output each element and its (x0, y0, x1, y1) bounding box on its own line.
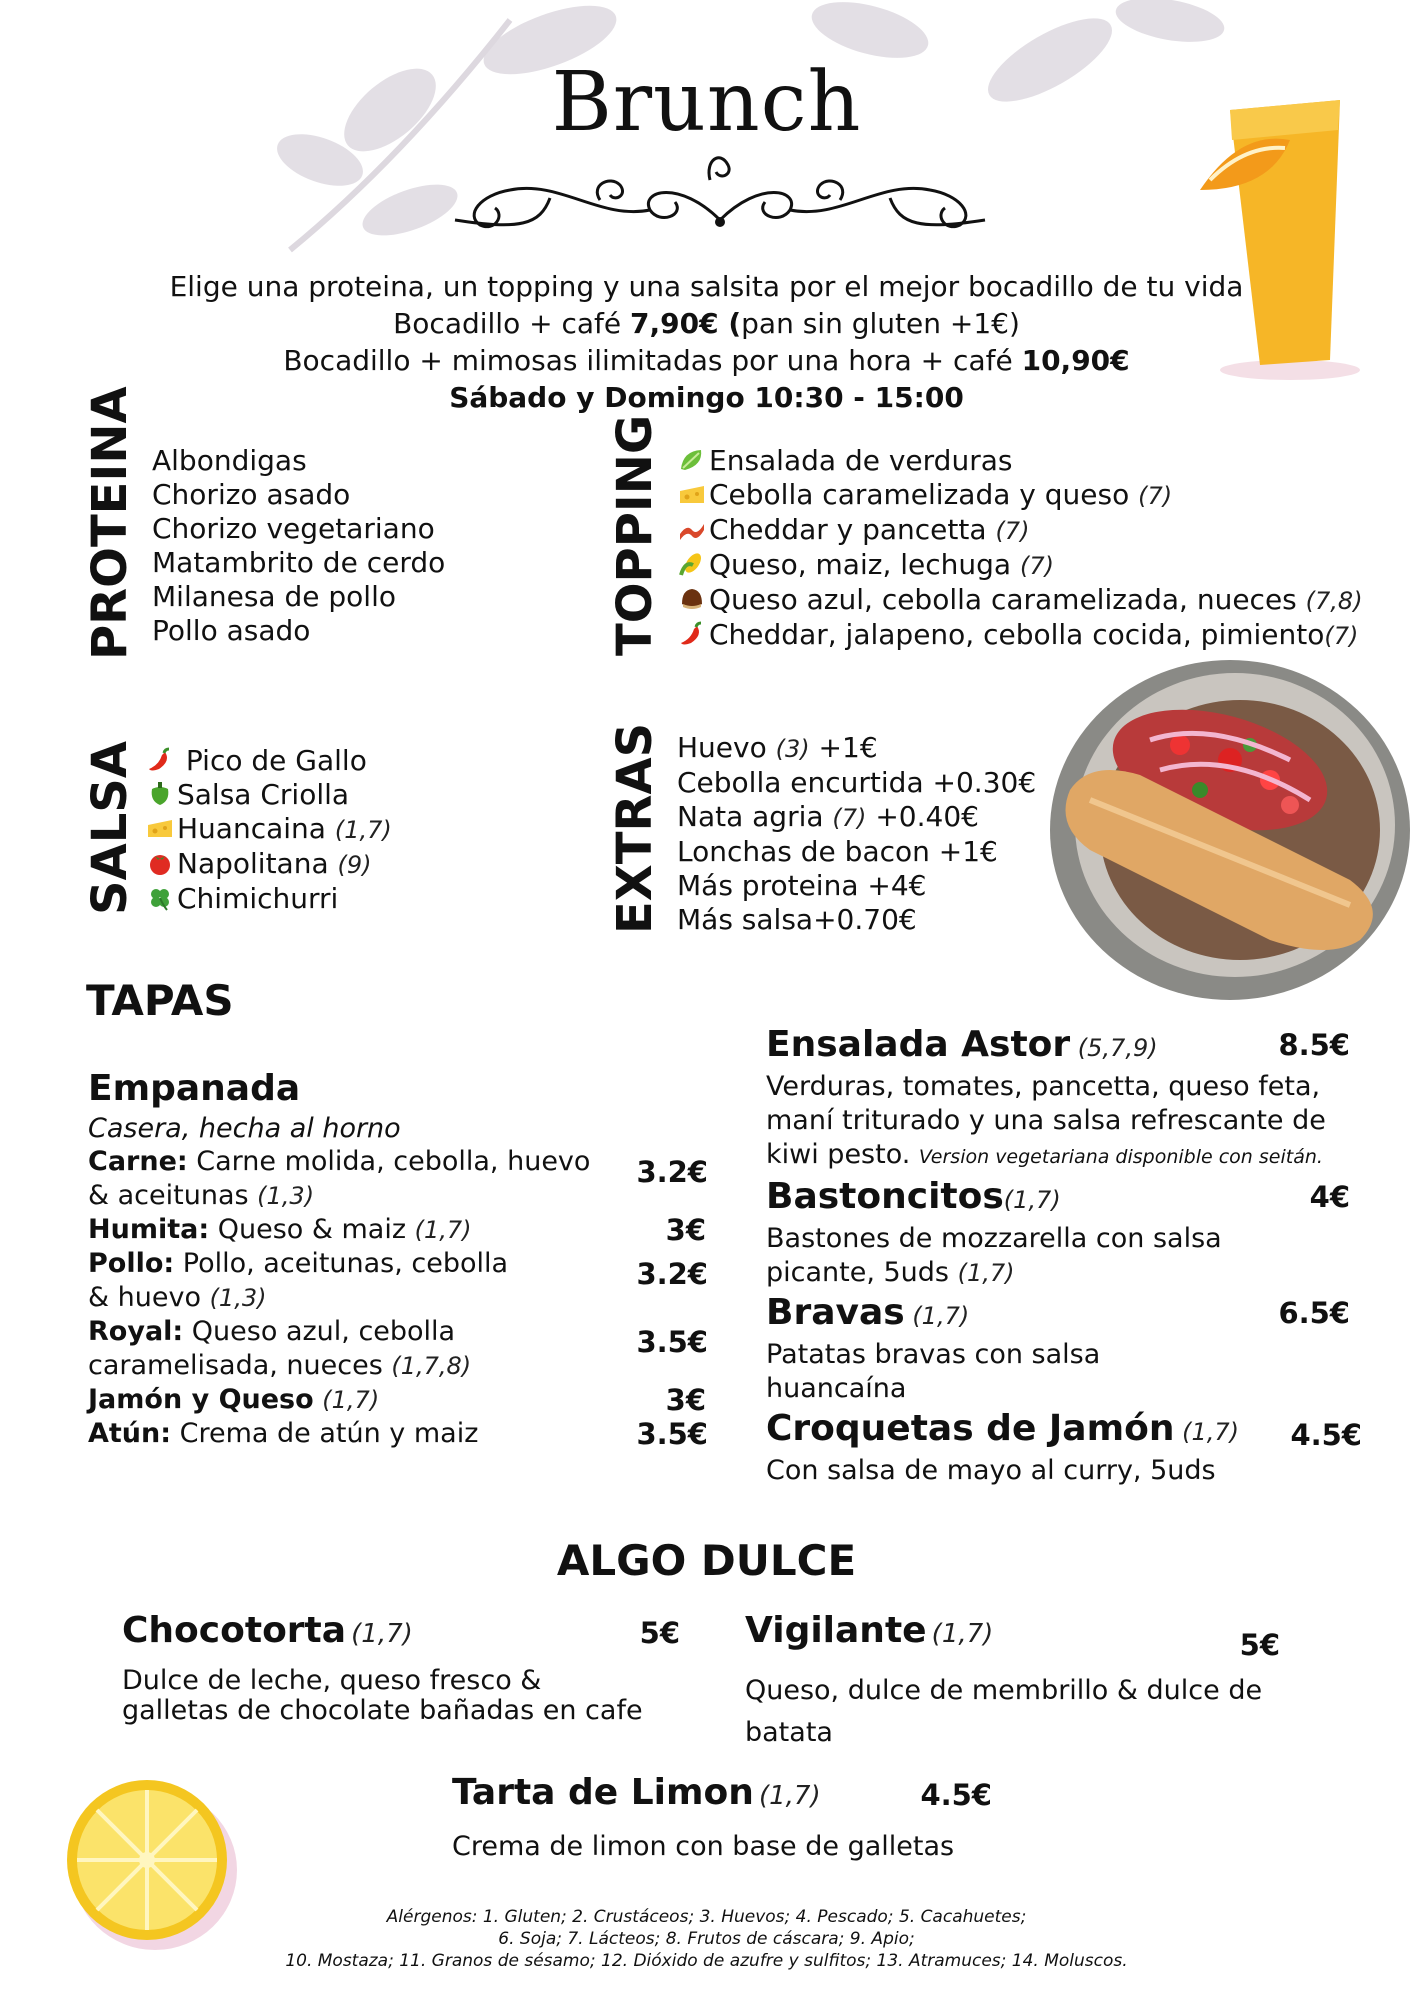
salsa-text: Salsa Criolla (177, 778, 350, 811)
empanada-filling: Crema de atún y maiz (171, 1418, 479, 1449)
bacon-icon (677, 513, 709, 547)
empanada-line (88, 1417, 708, 1451)
desc-line (766, 1256, 1362, 1290)
empanada-filling: Queso & maiz (209, 1214, 415, 1245)
empanada-price: 3€ (665, 1383, 706, 1417)
topping-text: Ensalada de verduras (709, 444, 1013, 477)
empanada-title: Empanada (88, 1068, 301, 1109)
tapa-header (766, 1292, 1362, 1338)
vegetarian-note: Version vegetariana disponible con seitán. (918, 1146, 1323, 1168)
desc-line: Con salsa de mayo al curry, 5uds (766, 1455, 1216, 1486)
allergens-line-3: 10. Mostaza; 11. Granos de sésamo; 12. Dióxido de azufre y sulfitos; 13. Atramuces; 14. Moluscos. (285, 1951, 1128, 1971)
dessert-chocotorta (122, 1610, 692, 1726)
salsa-text: Huancaina (177, 812, 335, 845)
empanada-filling (314, 1384, 323, 1415)
desc-line: Patatas bravas con salsa (766, 1339, 1101, 1370)
proteina-item: Chorizo vegetariano (152, 512, 435, 545)
allergen-note: (1,7) (758, 1781, 821, 1811)
cheese-icon (145, 812, 177, 846)
extras-price: +0.40€ (866, 800, 979, 833)
desc-line: Verduras, tomates, pancetta, queso feta, (766, 1071, 1321, 1102)
dessert-price: 4.5€ (920, 1778, 992, 1812)
dessert-desc (122, 1666, 692, 1726)
proteina-list (152, 444, 445, 648)
ornament-divider-icon (450, 140, 990, 235)
tapa-header (766, 1408, 1362, 1454)
desc-line: Dulce de leche, queso fresco & (122, 1665, 542, 1696)
empanada-list (88, 1145, 708, 1451)
topping-text: Queso, maiz, lechuga (709, 548, 1020, 581)
topping-item (677, 513, 1363, 548)
intro-paren: ( (718, 307, 742, 340)
allergen-note: (7) (1019, 552, 1054, 580)
allergen-note: (1,7) (414, 1216, 472, 1244)
salsa-text: Chimichurri (177, 882, 339, 915)
tapa-price: 4.5€ (1290, 1418, 1362, 1452)
allergens-line-2: 6. Soja; 7. Lácteos; 8. Frutos de cáscara; 9. Apio; (498, 1929, 915, 1949)
cheese-icon (677, 478, 709, 512)
intro-line-2-text: Bocadillo + café (393, 307, 631, 340)
allergen-note: (1,7) (322, 1386, 380, 1414)
mimosas-price: 10,90€ (1021, 344, 1130, 377)
topping-text: Queso azul, cebolla caramelizada, nueces (709, 583, 1306, 616)
allergen-note: (5,7,9) (1070, 1034, 1158, 1062)
salsa-label: SALSA (82, 740, 138, 915)
tapas-title: TAPAS (86, 976, 234, 1025)
salsa-text: Napolitana (177, 847, 338, 880)
chili-icon (677, 618, 709, 652)
empanada-item (88, 1213, 708, 1247)
pepper-icon (145, 778, 177, 812)
empanada-line (88, 1247, 708, 1281)
chili-icon (145, 744, 177, 778)
salsa-text: Pico de Gallo (177, 744, 367, 777)
tapa-desc (766, 1070, 1362, 1174)
chestnut-icon (677, 583, 709, 617)
desc-line: huancaína (766, 1373, 907, 1404)
desc-line: Queso, dulce de membrillo & dulce de (745, 1675, 1263, 1706)
tapa-name: Bravas (766, 1292, 905, 1333)
desc-line: batata (745, 1717, 833, 1748)
tapa-price: 8.5€ (1278, 1028, 1350, 1062)
dessert-desc (745, 1670, 1290, 1754)
empanada-filling: Queso azul, cebolla (183, 1316, 456, 1347)
tapa-item (766, 1408, 1362, 1488)
empanada-filling: Pollo, aceitunas, cebolla (174, 1248, 509, 1279)
gluten-free-note: pan sin gluten +1€) (741, 307, 1020, 340)
corn-icon (677, 548, 709, 582)
dessert-name: Tarta de Limon (452, 1772, 754, 1813)
extras-item (677, 800, 1036, 835)
empanada-variety: Pollo: (88, 1248, 175, 1279)
empanada-price: 3.2€ (636, 1155, 708, 1189)
empanada-line (88, 1145, 708, 1179)
desc-line: maní triturado y una salsa refrescante de (766, 1105, 1326, 1136)
tapa-name: Croquetas de Jamón (766, 1408, 1175, 1449)
salsa-item (145, 812, 392, 847)
extras-item (677, 835, 1036, 869)
allergens-line-1: Alérgenos: 1. Gluten; 2. Crustáceos; 3. Huevos; 4. Pescado; 5. Cacahuetes; (386, 1907, 1027, 1927)
extras-label: EXTRAS (607, 722, 663, 934)
topping-label: TOPPING (607, 414, 663, 656)
allergen-note: (3) (775, 735, 810, 763)
salsa-item (145, 778, 392, 812)
dessert-tarta-limon (452, 1772, 1012, 1864)
empanada-variety: Royal: (88, 1316, 184, 1347)
allergen-note: (9) (337, 851, 372, 879)
lettuce-icon (677, 444, 709, 478)
proteina-item: Pollo asado (152, 614, 311, 647)
allergen-note: (1,3) (257, 1182, 315, 1210)
tapa-desc (766, 1338, 1362, 1406)
tapas-right-list (766, 1024, 1362, 1490)
topping-text: Cheddar y pancetta (709, 513, 996, 546)
tapa-header (766, 1176, 1362, 1222)
intro-line-1: Elige una proteina, un topping y una salsita por el mejor bocadillo de tu vida (169, 270, 1244, 303)
allergen-note: (1,3) (209, 1284, 267, 1312)
dessert-price: 5€ (1239, 1628, 1280, 1662)
dessert-name: Vigilante (745, 1610, 927, 1651)
empanada-filling: & huevo (88, 1282, 210, 1313)
bocadillo-photo-image (1030, 650, 1413, 1010)
allergen-note: (1,7) (334, 816, 392, 844)
extras-list (677, 731, 1036, 937)
topping-item (677, 548, 1363, 583)
empanada-variety: Atún: (88, 1418, 172, 1449)
extras-text: Más salsa+0.70€ (677, 903, 917, 936)
empanada-variety: Humita: (88, 1214, 210, 1245)
intro-line-2 (0, 305, 1413, 342)
topping-item (677, 478, 1363, 513)
empanada-item (88, 1145, 708, 1213)
tapa-name: Ensalada Astor (766, 1024, 1071, 1065)
salsa-list (145, 744, 392, 916)
empanada-line (88, 1383, 708, 1417)
opening-hours: Sábado y Domingo 10:30 - 15:00 (449, 381, 964, 414)
intro-line-3-text: Bocadillo + mimosas ilimitadas por una hora + café (283, 344, 1022, 377)
allergen-note: (7) (995, 517, 1030, 545)
extras-text: Huevo (677, 731, 776, 764)
desc-text: kiwi pesto. (766, 1139, 919, 1170)
page-title: Brunch (551, 55, 862, 150)
tomato-icon (145, 847, 177, 881)
empanada-variety: Carne: (88, 1146, 188, 1177)
tapa-name: Bastoncitos (766, 1176, 1004, 1217)
empanada-price: 3€ (665, 1213, 706, 1247)
extras-item (677, 869, 1036, 903)
empanada-price: 3.5€ (636, 1417, 708, 1451)
dessert-name: Chocotorta (122, 1610, 347, 1651)
allergen-note: (7) (832, 804, 867, 832)
allergen-note: (1,7) (931, 1619, 994, 1649)
desc-text: picante, 5uds (766, 1257, 958, 1288)
bocadillo-cafe-price: 7,90€ (630, 307, 719, 340)
extras-text: Cebolla encurtida +0.30€ (677, 766, 1037, 799)
tapa-header (766, 1024, 1362, 1070)
empanada-subtitle: Casera, hecha al horno (88, 1113, 401, 1144)
empanada-item (88, 1247, 708, 1315)
tapa-item (766, 1024, 1362, 1174)
topping-text: Cheddar, jalapeno, cebolla cocida, pimiento (709, 618, 1325, 651)
proteina-item: Chorizo asado (152, 478, 351, 511)
allergen-note: (1,7) (957, 1259, 1015, 1287)
algo-dulce-title: ALGO DULCE (556, 1536, 857, 1585)
tapa-desc (766, 1454, 1362, 1488)
empanada-filling: Carne molida, cebolla, huevo (187, 1146, 591, 1177)
empanada-item (88, 1315, 708, 1383)
salsa-item (145, 847, 392, 882)
topping-list (677, 444, 1363, 653)
empanada-line (88, 1281, 708, 1315)
tapa-item (766, 1292, 1362, 1406)
topping-text: Cebolla caramelizada y queso (709, 478, 1139, 511)
salsa-item (145, 744, 392, 778)
dessert-price: 5€ (639, 1616, 680, 1650)
empanada-line (88, 1349, 708, 1383)
allergen-note: (1,7) (1003, 1186, 1061, 1214)
tapa-price: 6.5€ (1278, 1296, 1350, 1330)
tapa-desc (766, 1222, 1362, 1290)
extras-text: Más proteina +4€ (677, 869, 927, 902)
proteina-item: Matambrito de cerdo (152, 546, 446, 579)
dessert-desc: Crema de limon con base de galletas (452, 1831, 955, 1862)
allergen-note: (7,8) (1305, 587, 1363, 615)
extras-item (677, 766, 1036, 800)
topping-item (677, 618, 1363, 653)
allergen-note: (1,7) (351, 1619, 413, 1649)
tapa-price: 4€ (1309, 1180, 1350, 1214)
extras-text: Nata agria (677, 800, 833, 833)
desc-line: Bastones de mozzarella con salsa (766, 1223, 1222, 1254)
empanada-item (88, 1417, 708, 1451)
empanada-price: 3.2€ (636, 1257, 708, 1291)
extras-item (677, 731, 1036, 766)
allergen-note: (7) (1324, 622, 1359, 650)
desc-line (766, 1138, 1362, 1174)
intro-line-3 (0, 342, 1413, 379)
empanada-line (88, 1315, 708, 1349)
clover-icon (145, 882, 177, 916)
empanada-line (88, 1179, 708, 1213)
empanada-price: 3.5€ (636, 1325, 708, 1359)
empanada-variety: Jamón y Queso (88, 1384, 314, 1415)
desc-line: galletas de chocolate bañadas en cafe (122, 1695, 643, 1726)
empanada-line (88, 1213, 708, 1247)
extras-text: Lonchas de bacon +1€ (677, 835, 998, 868)
proteina-item: Albondigas (152, 444, 307, 477)
proteina-item: Milanesa de pollo (152, 580, 396, 613)
allergen-note: (1,7) (904, 1302, 970, 1330)
empanada-item (88, 1383, 708, 1417)
allergen-note: (1,7,8) (391, 1352, 472, 1380)
empanada-filling: & aceitunas (88, 1180, 258, 1211)
extras-price: +1€ (809, 731, 878, 764)
salsa-item (145, 882, 392, 916)
allergen-note: (7) (1138, 482, 1173, 510)
topping-item (677, 444, 1363, 478)
tapa-item (766, 1176, 1362, 1290)
proteina-label: PROTEINA (82, 386, 138, 660)
topping-item (677, 583, 1363, 618)
dessert-vigilante (745, 1610, 1290, 1754)
allergen-note: (1,7) (1174, 1418, 1239, 1446)
extras-item (677, 903, 1036, 937)
empanada-filling: caramelisada, nueces (88, 1350, 392, 1381)
